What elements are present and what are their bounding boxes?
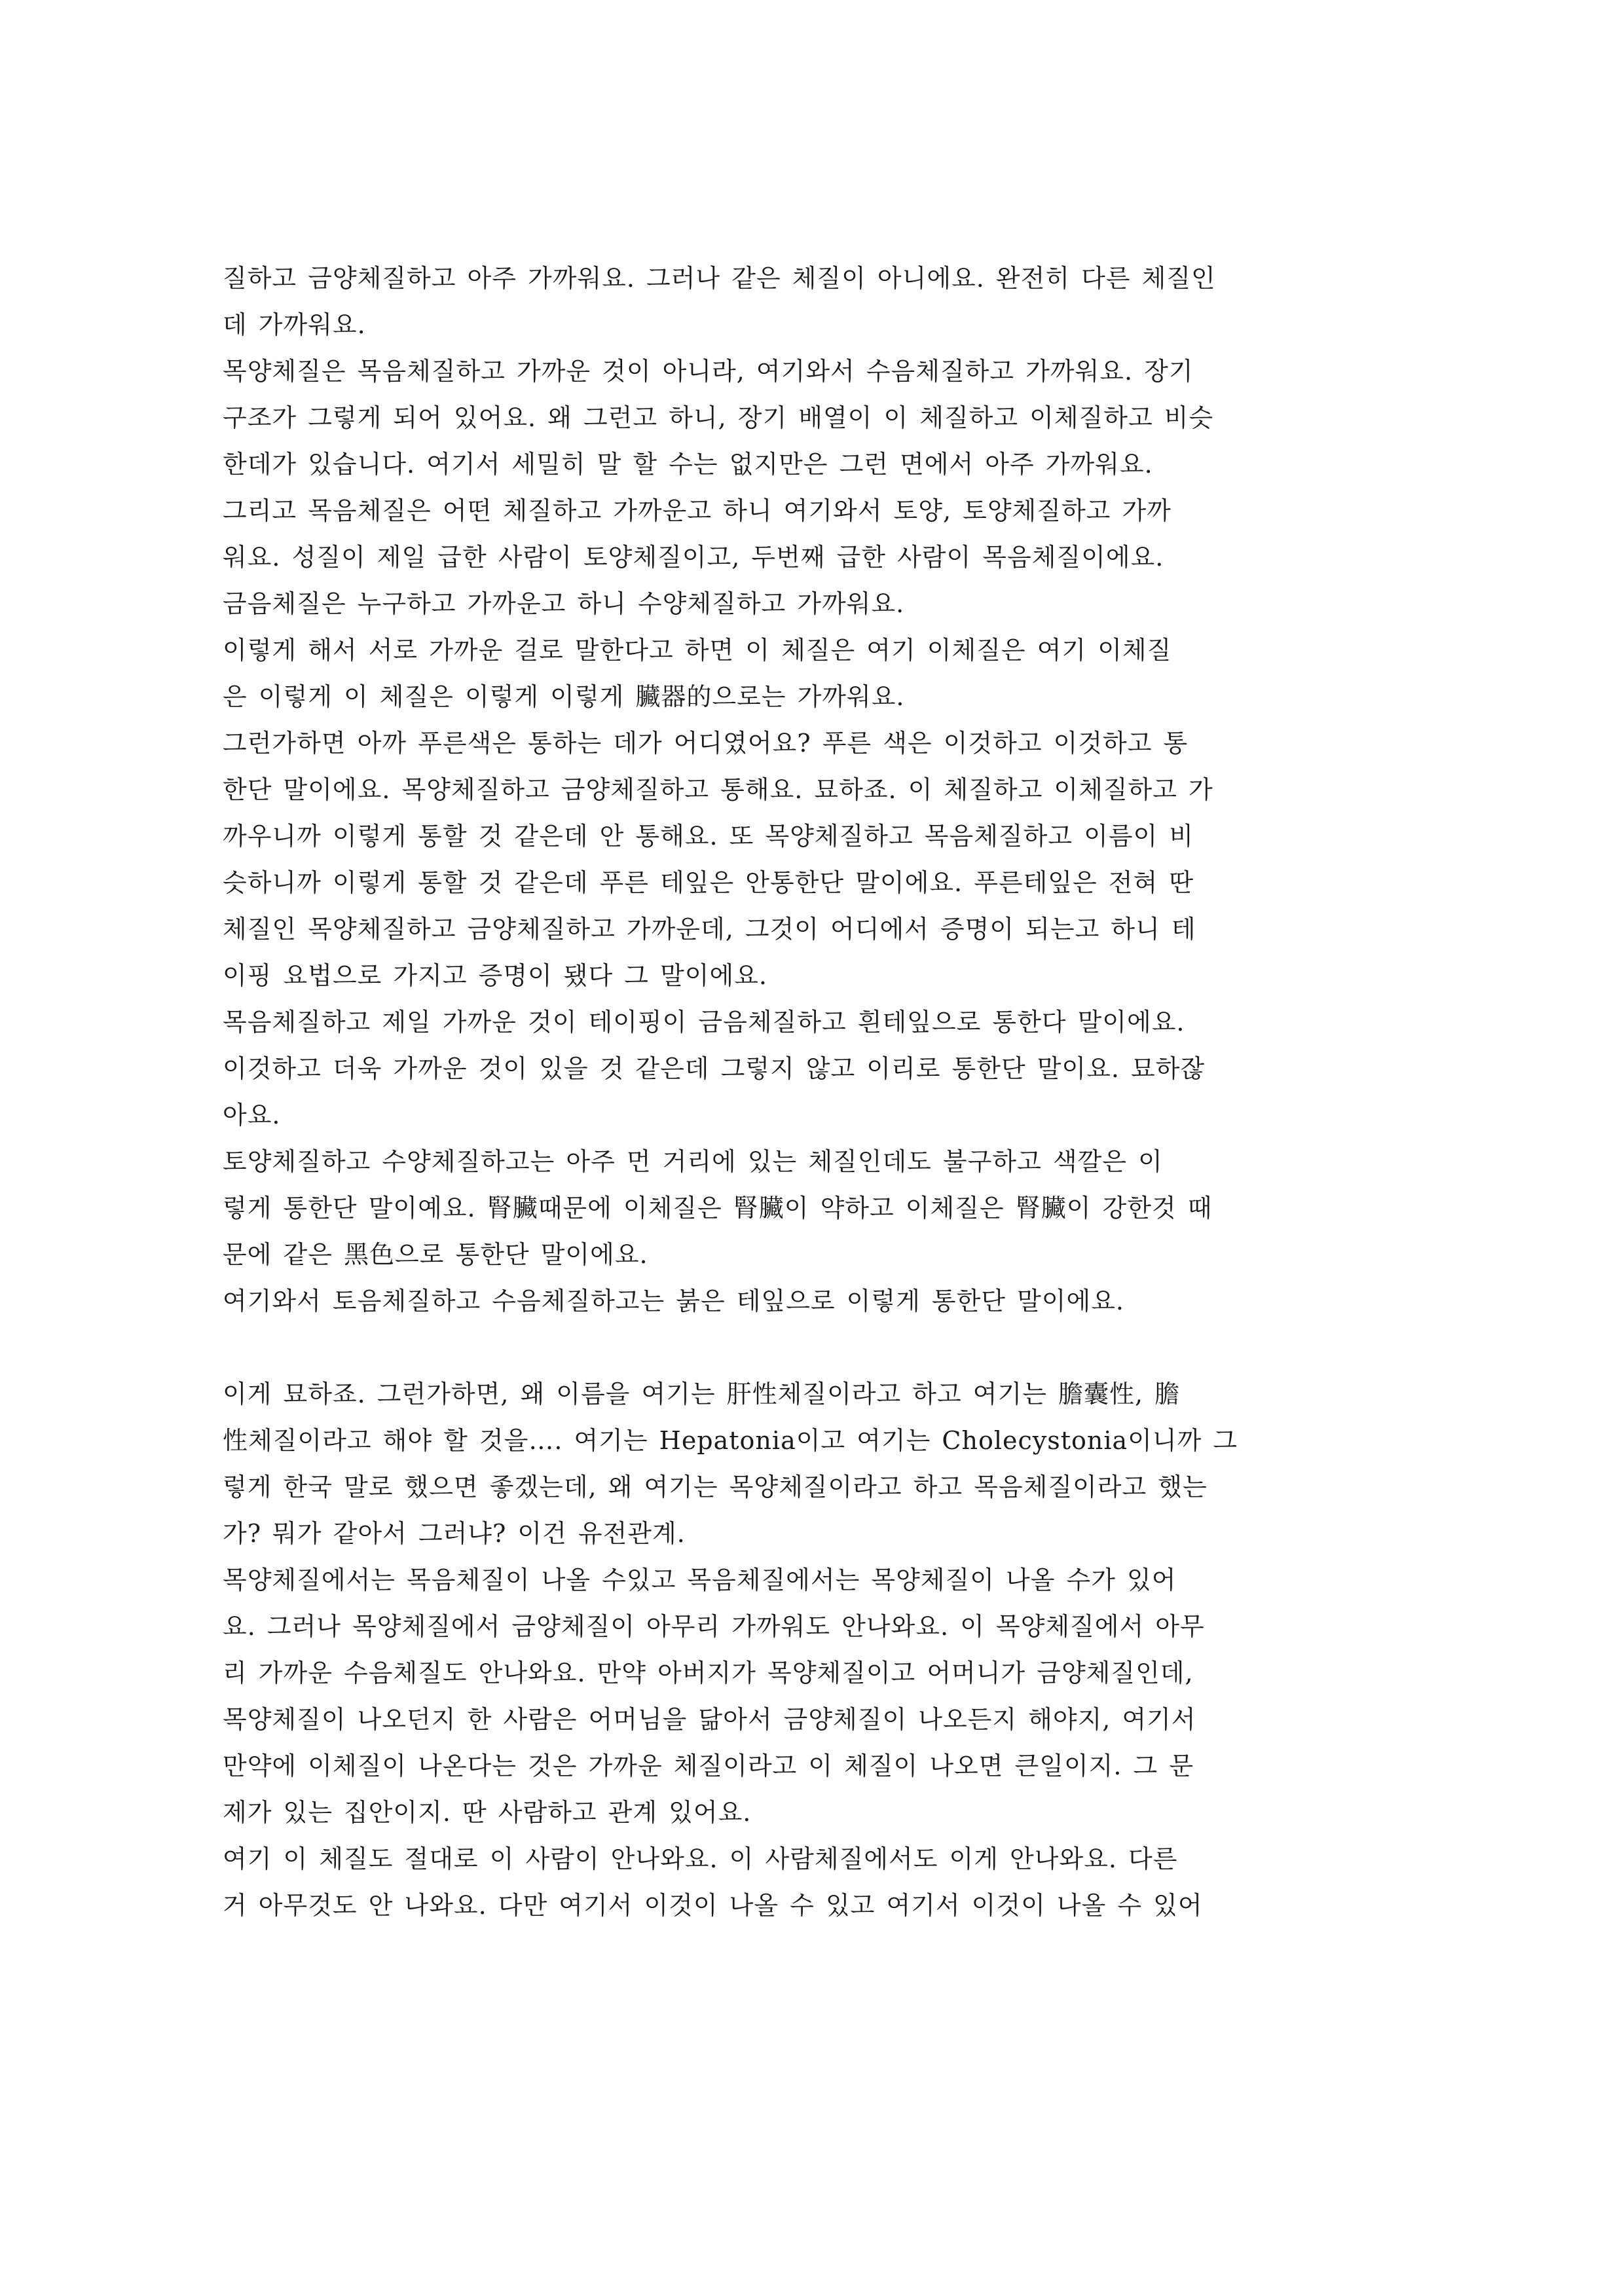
text-line: 그리고 목음체질은 어떤 체질하고 가까운고 하니 여기와서 토양, 토양체질하고 가까 xyxy=(223,496,1172,525)
text-line: 여기 이 체질도 절대로 이 사람이 안나와요. 이 사람체질에서도 이게 안나와요. 다른 xyxy=(223,1845,1178,1873)
text-line: 가? 뭐가 같아서 그러냐? 이건 유전관계. xyxy=(223,1519,686,1548)
text-line: 까우니까 이렇게 통할 것 같은데 안 통해요. 또 목양체질하고 목음체질하고 이름이 비 xyxy=(223,822,1194,851)
text-line: 워요. 성질이 제일 급한 사람이 토양체질이고, 두번째 급한 사람이 목음체질이에요. xyxy=(223,543,1164,572)
text-line: 리 가까운 수음체질도 안나와요. 만약 아버지가 목양체질이고 어머니가 금양체질인데, xyxy=(223,1659,1194,1687)
text-line: 이게 묘하죠. 그런가하면, 왜 이름을 여기는 肝性체질이라고 하고 여기는 膽囊性, 膽 xyxy=(223,1380,1181,1408)
text-line: 이것하고 더욱 가까운 것이 있을 것 같은데 그렇지 않고 이리로 통한단 말이요. 묘하잖 xyxy=(223,1054,1206,1083)
text-line: 렇게 한국 말로 했으면 좋겠는데, 왜 여기는 목양체질이라고 하고 목음체질이라고 했는 xyxy=(223,1473,1208,1501)
text-line: 아요. xyxy=(223,1101,281,1129)
text-line: 그런가하면 아까 푸른색은 통하는 데가 어디였어요? 푸른 색은 이것하고 이것하고 통 xyxy=(223,729,1189,758)
text-line: 한데가 있습니다. 여기서 세밀히 말 할 수는 없지만은 그런 면에서 아주 가까워요. xyxy=(223,450,1153,479)
text-line: 제가 있는 집안이지. 딴 사람하고 관계 있어요. xyxy=(223,1798,752,1827)
text-line: 목음체질하고 제일 가까운 것이 테이핑이 금음체질하고 흰테잎으로 통한다 말이에요. xyxy=(223,1008,1185,1037)
text-line: 요. 그러나 목양체질에서 금양체질이 아무리 가까워도 안나와요. 이 목양체질에서 아무 xyxy=(223,1612,1205,1641)
text-line: 性체질이라고 해야 할 것을…. 여기는 Hepatonia이고 여기는 Cholecystonia이니까 그 xyxy=(223,1426,1238,1455)
text-line: 금음체질은 누구하고 가까운고 하니 수양체질하고 가까워요. xyxy=(223,589,905,618)
text-line: 이핑 요법으로 가지고 증명이 됐다 그 말이에요. xyxy=(223,961,768,990)
text-line: 은 이렇게 이 체질은 이렇게 이렇게 臟器的으로는 가까워요. xyxy=(223,682,905,711)
text-line: 문에 같은 黑色으로 통한단 말이에요. xyxy=(223,1240,648,1269)
text-line: 데 가까워요. xyxy=(223,310,366,339)
text-line: 여기와서 토음체질하고 수음체질하고는 붉은 테잎으로 이렇게 통한단 말이에요. xyxy=(223,1287,1125,1315)
paragraph-gap xyxy=(223,1325,1401,1371)
body-text xyxy=(223,255,1401,1929)
text-line: 이렇게 해서 서로 가까운 걸로 말한다고 하면 이 체질은 여기 이체질은 여기 이체질 xyxy=(223,636,1172,665)
text-line: 렇게 통한단 말이예요. 腎臟때문에 이체질은 腎臟이 약하고 이체질은 腎臟이 강한것 때 xyxy=(223,1194,1213,1222)
text-line: 목양체질에서는 목음체질이 나올 수있고 목음체질에서는 목양체질이 나올 수가 있어 xyxy=(223,1566,1177,1594)
text-line: 슷하니까 이렇게 통할 것 같은데 푸른 테잎은 안통한단 말이에요. 푸른테잎은 전혀 딴 xyxy=(223,868,1194,897)
text-line: 토양체질하고 수양체질하고는 아주 먼 거리에 있는 체질인데도 불구하고 색깔은 이 xyxy=(223,1147,1163,1176)
text-line: 목양체질이 나오던지 한 사람은 어머님을 닮아서 금양체질이 나오든지 해야지, 여기서 xyxy=(223,1705,1196,1734)
text-line: 구조가 그렇게 되어 있어요. 왜 그런고 하니, 장기 배열이 이 체질하고 이체질하고 비슷 xyxy=(223,403,1214,432)
text-line: 만약에 이체질이 나온다는 것은 가까운 체질이라고 이 체질이 나오면 큰일이지. 그 문 xyxy=(223,1752,1194,1780)
text-line: 거 아무것도 안 나와요. 다만 여기서 이것이 나올 수 있고 여기서 이것이 나올 수 있어 xyxy=(223,1891,1203,1920)
text-line: 목양체질은 목음체질하고 가까운 것이 아니라, 여기와서 수음체질하고 가까워요. 장기 xyxy=(223,357,1194,386)
text-line: 질하고 금양체질하고 아주 가까워요. 그러나 같은 체질이 아니에요. 완전히 다른 체질인 xyxy=(223,264,1216,293)
text-line: 한단 말이에요. 목양체질하고 금양체질하고 통해요. 묘하죠. 이 체질하고 이체질하고 가 xyxy=(223,775,1213,804)
text-line: 체질인 목양체질하고 금양체질하고 가까운데, 그것이 어디에서 증명이 되는고 하니 테 xyxy=(223,915,1196,944)
